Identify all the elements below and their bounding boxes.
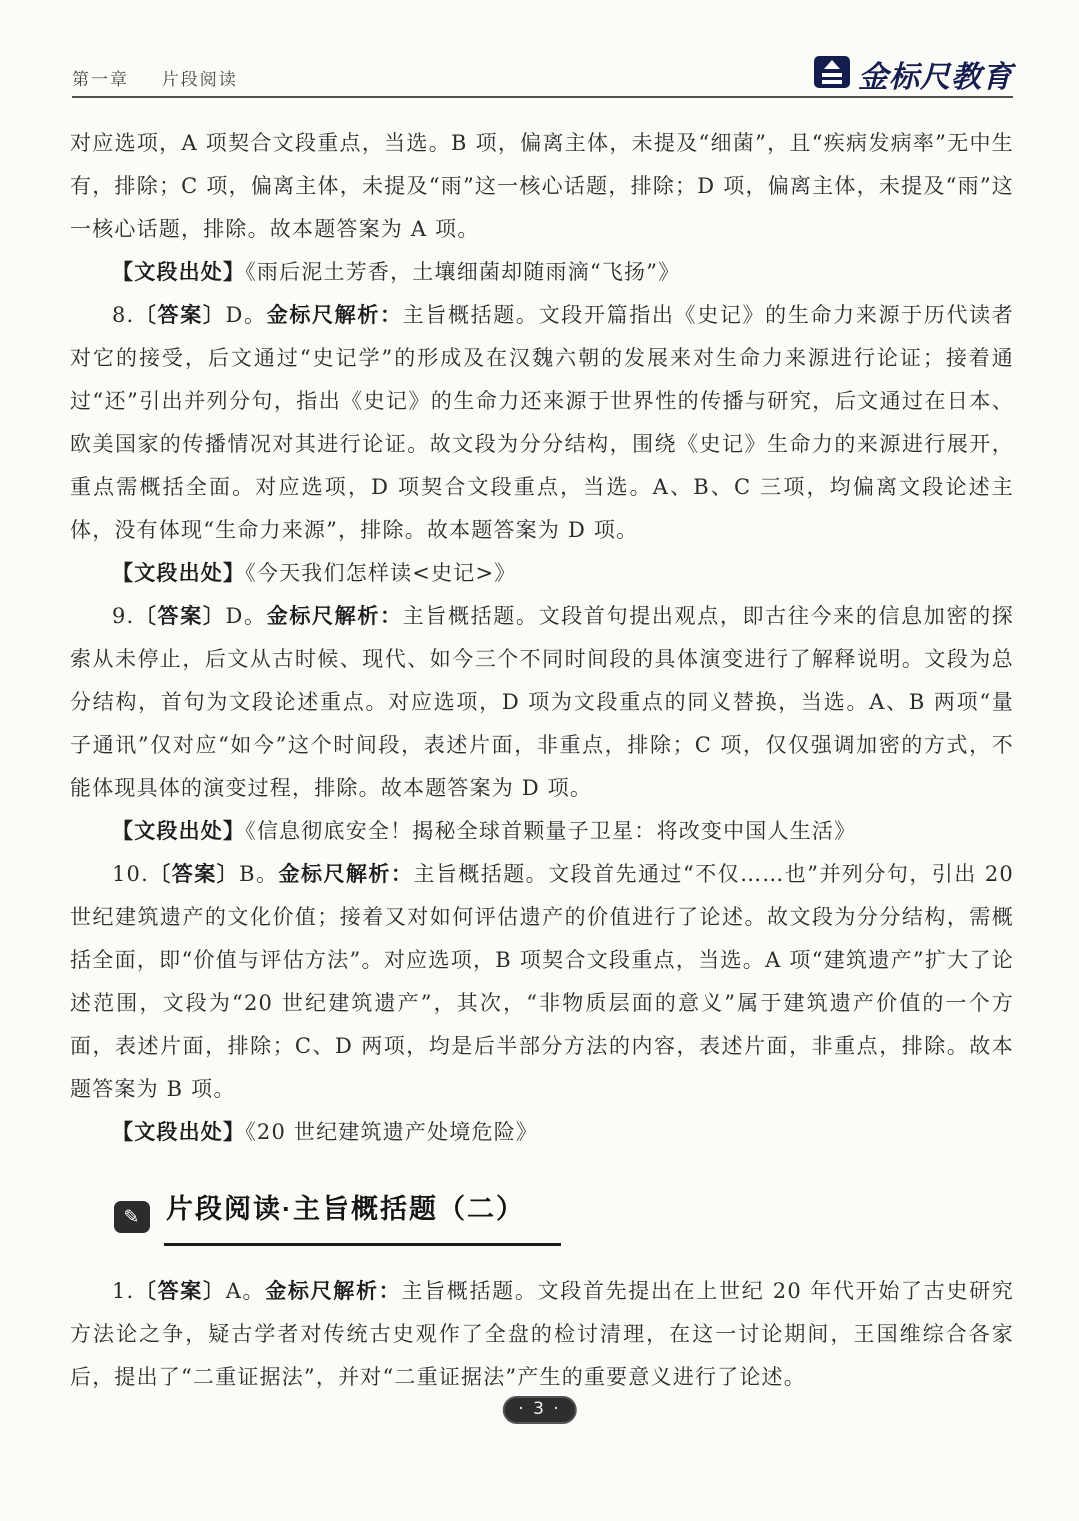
brand-name: 金标尺教育 bbox=[858, 61, 1013, 94]
brand-logo bbox=[814, 52, 1013, 96]
section-heading bbox=[114, 1188, 1014, 1246]
paragraph-continuation: 对应选项，A 项契合文段重点，当选。B 项，偏离主体，未提及“细菌”，且“疾病发病率”无中生有，排除；C 项，偏离主体，未提及“雨”这一核心话题，排除；D 项，偏离主体，未提及“雨”这一核心话题，排除。故本题答案为 A 项。 bbox=[70, 131, 1014, 241]
chapter-label: 第一章 bbox=[72, 70, 129, 89]
content-area bbox=[70, 122, 1014, 1399]
running-head bbox=[72, 65, 238, 96]
answer-1-section-2: 1.〔答案〕A。金标尺解析：主旨概括题。文段首先提出在上世纪 20 年代开始了古史研究方法论之争，疑古学者对传统古史观作了全盘的检讨清理，在这一讨论期间，王国维综合各家后，提出了“二重证据法”，并对“二重证据法”产生的重要意义进行了论述。 bbox=[70, 1279, 1014, 1389]
source-line-7: 【文段出处】《雨后泥土芳香，土壤细菌却随雨滴“飞扬”》 bbox=[112, 260, 681, 284]
page-number-badge: · 3 · bbox=[502, 1396, 576, 1424]
source-line-10: 【文段出处】《20 世纪建筑遗产处境危险》 bbox=[112, 1120, 539, 1144]
pen-paper-icon: ✎ bbox=[114, 1201, 150, 1233]
answer-10: 10.〔答案〕B。金标尺解析：主旨概括题。文段首先通过“不仅……也”并列分句，引出 20 世纪建筑遗产的文化价值；接着又对如何评估遗产的价值进行了论述。故文段为分分结构，需概括全面，即“价值与评估方法”。对应选项，B 项契合文段重点，当选。A 项“建筑遗产”扩大了论述范围，文段为“20 世纪建筑遗产”，其次，“非物质层面的意义”属于建筑遗产价值的一个方面，表述片面，排除；C、D 两项，均是后半部分方法的内容，表述片面，非重点，排除。故本题答案为 B 项。 bbox=[70, 862, 1014, 1101]
answer-8: 8.〔答案〕D。金标尺解析：主旨概括题。文段开篇指出《史记》的生命力来源于历代读者对它的接受，后文通过“史记学”的形成及在汉魏六朝的发展来对生命力来源进行论证；接着通过“还”引出并列分句，指出《史记》的生命力还来源于世界性的传播与研究，后文通过在日本、欧美国家的传播情况对其进行论证。故文段为分分结构，围绕《史记》生命力的来源进行展开，重点需概括全面。对应选项，D 项契合文段重点，当选。A、B、C 三项，均偏离文段论述主体，没有体现“生命力来源”，排除。故本题答案为 D 项。 bbox=[70, 303, 1014, 542]
page-header bbox=[72, 52, 1013, 96]
answer-9: 9.〔答案〕D。金标尺解析：主旨概括题。文段首句提出观点，即古往今来的信息加密的探索从未停止，后文从古时候、现代、如今三个不同时间段的具体演变进行了解释说明。文段为总分结构，首句为文段论述重点。对应选项，D 项为文段重点的同义替换，当选。A、B 两项“量子通讯”仅对应“如今”这个时间段，表述片面，非重点，排除；C 项，仅仅强调加密的方式，不能体现具体的演变过程，排除。故本题答案为 D 项。 bbox=[70, 604, 1014, 800]
section-label: 片段阅读 bbox=[161, 70, 238, 89]
source-line-8: 【文段出处】《今天我们怎样读<史记>》 bbox=[112, 561, 517, 585]
section-heading-title: 片段阅读·主旨概括题（二） bbox=[164, 1188, 561, 1246]
brand-logo-icon bbox=[814, 56, 850, 92]
source-line-9: 【文段出处】《信息彻底安全！揭秘全球首颗量子卫星：将改变中国人生活》 bbox=[112, 819, 857, 843]
header-divider bbox=[72, 96, 1013, 98]
